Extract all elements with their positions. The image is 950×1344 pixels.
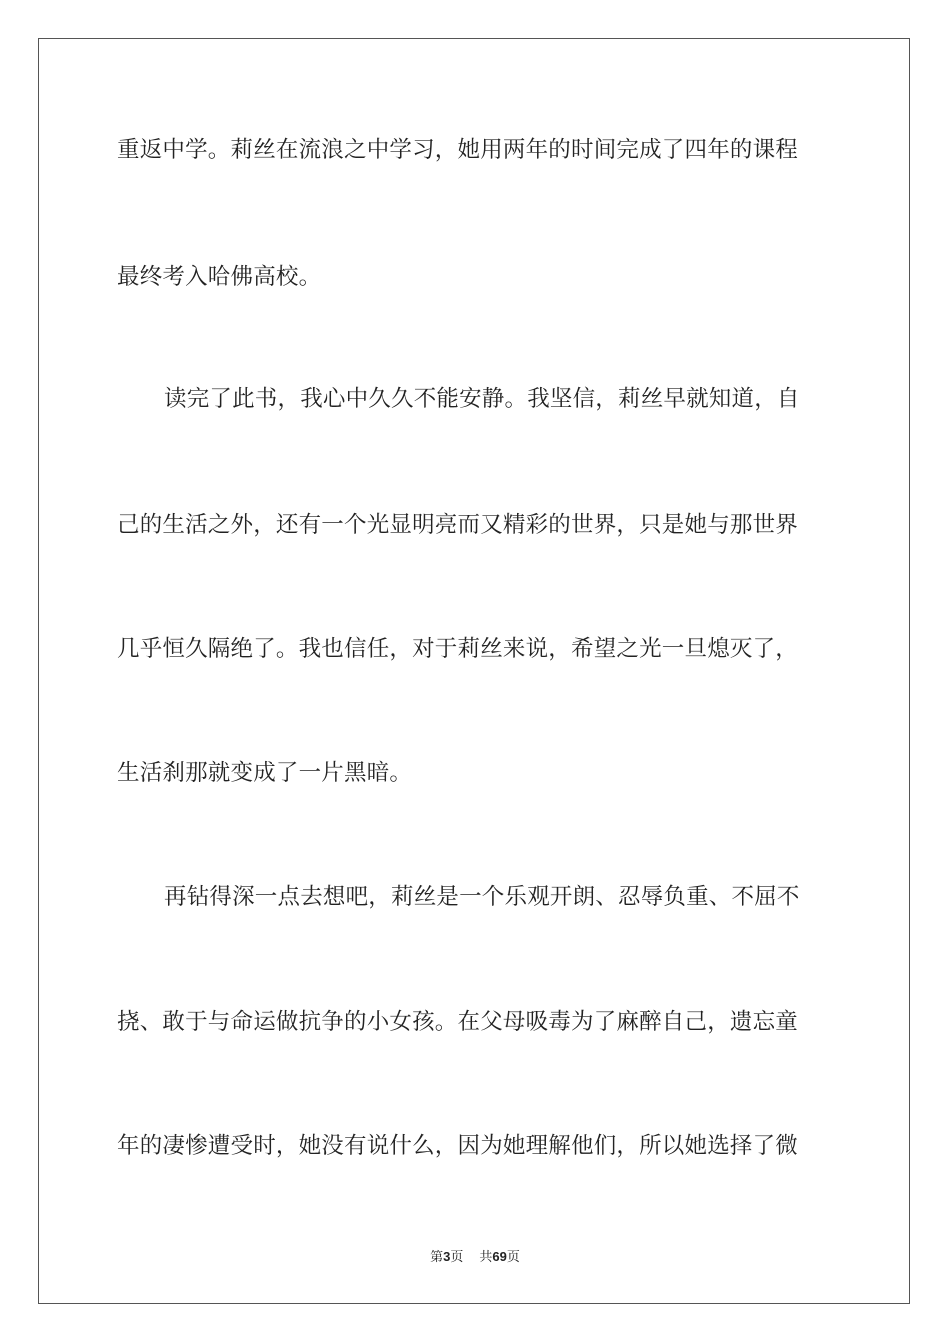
body-line-8: 挠、敢于与命运做抗争的小女孩。在父母吸毒为了麻醉自己，遗忘童 bbox=[117, 1009, 799, 1035]
body-line-6: 生活刹那就变成了一片黑暗。 bbox=[117, 760, 413, 786]
body-line-3: 读完了此书，我心中久久不能安静。我坚信，莉丝早就知道，自 bbox=[164, 386, 800, 412]
body-line-2: 最终考入哈佛高校。 bbox=[117, 264, 322, 290]
body-line-4: 己的生活之外，还有一个光显明亮而又精彩的世界，只是她与那世界 bbox=[117, 512, 799, 538]
total-prefix: 共 bbox=[479, 1250, 493, 1265]
body-line-9: 年的凄惨遭受时，她没有说什么，因为她理解他们，所以她选择了微 bbox=[117, 1133, 799, 1159]
total-suffix: 页 bbox=[506, 1250, 520, 1265]
body-line-7: 再钻得深一点去想吧，莉丝是一个乐观开朗、忍辱负重、不屈不 bbox=[164, 884, 800, 910]
page-suffix: 页 bbox=[450, 1250, 464, 1265]
body-line-5: 几乎恒久隔绝了。我也信任，对于莉丝来说，希望之光一旦熄灭了， bbox=[117, 636, 799, 662]
total-pages: 69 bbox=[492, 1249, 507, 1264]
page-prefix: 第 bbox=[430, 1250, 444, 1265]
page-number: 3 bbox=[443, 1249, 451, 1264]
page-border bbox=[38, 38, 910, 1304]
body-line-1: 重返中学。莉丝在流浪之中学习，她用两年的时间完成了四年的课程 bbox=[117, 137, 799, 163]
page-footer bbox=[0, 1248, 950, 1267]
